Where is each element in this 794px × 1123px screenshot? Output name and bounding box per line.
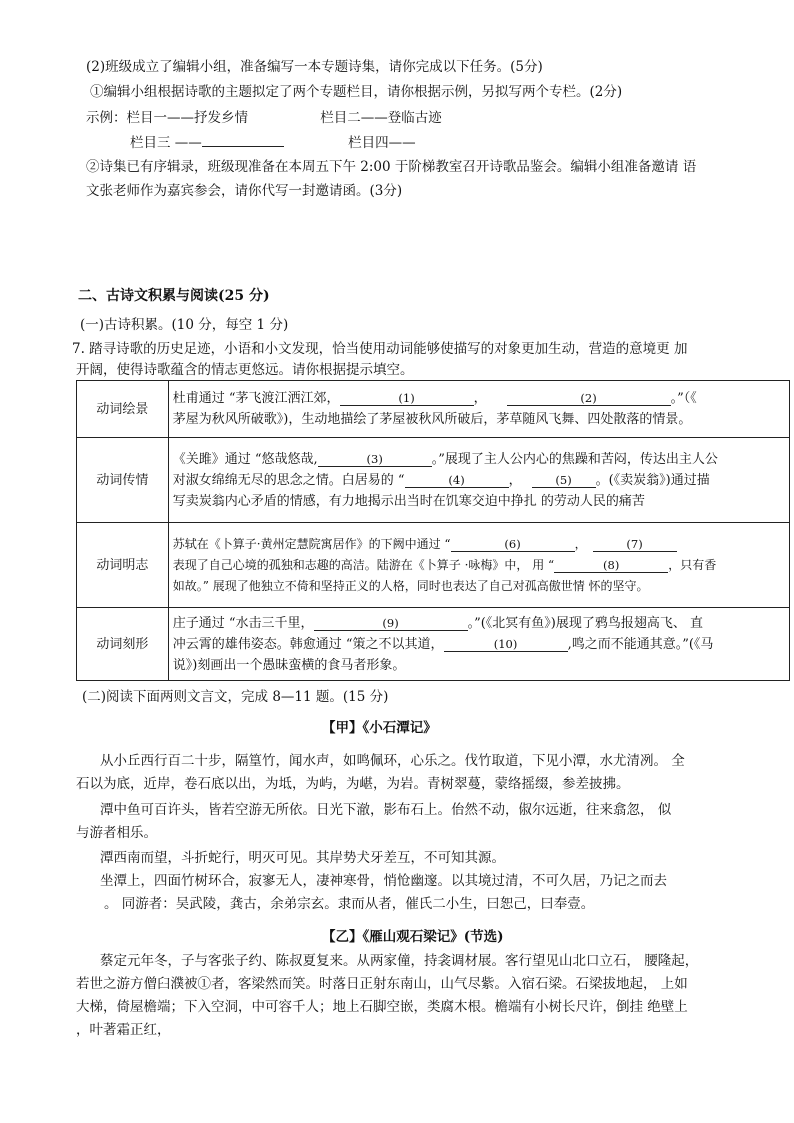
col3-label: 栏目三 —— [130,135,202,151]
passage-b-line: 蔡定元年冬，子与客张子约、陈叔夏复来。从两家僮，持衾调材展。客行望见山北口立石， 腰隆起， [100,953,699,969]
col3-blank[interactable] [202,146,284,147]
fill-blank-2[interactable]: (2) [507,392,671,406]
verb-table [76,380,790,681]
passage-a-line: 石以为底，近岸，卷石底以出，为坻，为屿，为嵁，为岩。青树翠蔓，蒙络摇缀，参差披拂。 [76,776,630,792]
passage-a-line: 从小丘西行百二十步，隔篁竹，闻水声，如鸣佩环，心乐之。伐竹取道，下见小潭，水尤清冽。 全 [100,753,685,769]
table-row [77,438,790,523]
row-label: 动词绘景 [77,381,169,438]
fill-blank-5[interactable]: (5) [532,474,596,488]
part2-intro: (二)阅读下面两则文言文，完成 8—11 题。(15 分) [82,689,389,705]
passage-b-title: 【乙】《雁山观石梁记》(节选) [322,929,504,945]
fill-blank-8[interactable]: (8) [554,559,668,573]
fill-blank-10[interactable]: (10) [444,638,568,652]
row-label: 动词刻形 [77,608,169,681]
fill-blank-4[interactable]: (4) [405,474,509,488]
fill-blank-7[interactable]: (7) [593,538,677,552]
fill-blank-6[interactable]: (6) [451,538,575,552]
example-line [86,109,442,127]
row-content: 苏轼在《卜算子·黄州定慧院寓居作》的下阙中通过 “ (6) ， (7) 表现了自己心境的孤独和志趣的高洁。陆游在《卜算子 ·咏梅》中， 用 “ (8) ，只有香 如故。” 展现了他独立不倚和坚持正义的人格，同时也表达了自己对孤高傲世情 怀的坚守。 [168,523,789,608]
fill-blank-3[interactable]: (3) [318,453,432,467]
passage-a-line: 与游者相乐。 [76,825,157,841]
example-col2: 栏目二——登临古迹 [320,110,442,126]
passage-b-line: 大梯，倚屋檐端；下入空洞，中可容千人；地上石脚空嵌，类腐木根。檐端有小树长尺许，倒挂 绝壁上 [76,999,688,1015]
col4-label: 栏目四—— [348,135,416,151]
row-content: 《关雎》通过 “悠哉悠哉, (3) 。”展现了主人公内心的焦躁和苦闷，传达出主人公 对淑女绵绵无尽的思念之情。白居易的 “ (4) ， (5) 。(《卖炭翁》)通过描 写卖炭翁内心矛盾的情感，有力地揭示出当时在饥寒交迫中挣扎 的劳动人民的痛苦 [168,438,789,523]
task2-intro: (2)班级成立了编辑小组，准备编写一本专题诗集，请你完成以下任务。(5分) [86,59,543,75]
table-row [77,381,790,438]
section2-heading: 二、古诗文积累与阅读(25 分) [78,288,270,304]
row-label: 动词明志 [77,523,169,608]
row-content: 杜甫通过 “茅飞渡江洒江郊， (1) ， (2) 。”（《 茅屋为秋风所破歌》)，生动地描绘了茅屋被秋风所破后，茅草随风飞舞、四处散落的情景。 [168,381,789,438]
passage-a-title: 【甲】《小石潭记》 [322,720,437,736]
task2-q2-line1: ②诗集已有序辑录，班级现准备在本周五下午 2:00 于阶梯教室召开诗歌品鉴会。编辑小组准备邀请 语 [86,159,697,175]
q7-line1: 7. 踏寻诗歌的历史足迹，小语和小文发现，恰当使用动词能够使描写的对象更加生动，营造的意境更 加 [72,341,688,357]
passage-a-line: 潭西南而望，斗折蛇行，明灭可见。其岸势犬牙差互，不可知其源。 [100,850,505,866]
passage-a-line: 潭中鱼可百许头，皆若空游无所依。日光下澈，影布石上。佁然不动，俶尔远逝，往来翕忽， 似 [100,802,672,818]
row-label: 动词传情 [77,438,169,523]
example-col1: 示例：栏目一——抒发乡情 [86,110,248,126]
part1-heading: (一)古诗积累。(10 分，每空 1 分) [80,317,289,333]
task2-q2-line2: 文张老师作为嘉宾参会，请你代写一封邀请函。(3分) [86,183,403,199]
task2-q1: ①编辑小组根据诗歌的主题拟定了两个专题栏目，请你根据示例，另拟写两个专栏。(2分) [90,84,623,100]
fill-blank-9[interactable]: (9) [314,617,468,631]
q7-line2: 开阔，使得诗歌蕴含的情志更悠远。请你根据提示填空。 [76,362,414,378]
table-row [77,608,790,681]
passage-a-line: 。 同游者：吴武陵，龚古，余弟宗玄。隶而从者，催氏二小生，曰恕己，曰奉壹。 [104,896,595,912]
passage-b-line: ，叶著霜正红， [76,1022,171,1038]
fill-blank-1[interactable]: (1) [340,392,474,406]
row-content: 庄子通过 “水击三千里， (9) 。”(《北冥有鱼》)展现了鸦鸟报翅高飞、 直 冲云霄的雄伟姿态。韩愈通过 “策之不以其道， (10) ,鸣之而不能通其意。”(《马 说》)刻画出一个愚昧蛮横的食马者形象。 [168,608,789,681]
passage-a-line: 坐潭上，四面竹树环合，寂寥无人，凄神寒骨，悄怆幽邃。以其境过清，不可久居，乃记之而去 [100,873,667,889]
blank-columns-line [130,134,416,152]
passage-b-line: 若世之游方僧臼濮被①者，客梁然而笑。时落日正射东南山，山气尽紫。入宿石梁。石梁拔地起， 上如 [76,976,688,992]
table-row [77,523,790,608]
